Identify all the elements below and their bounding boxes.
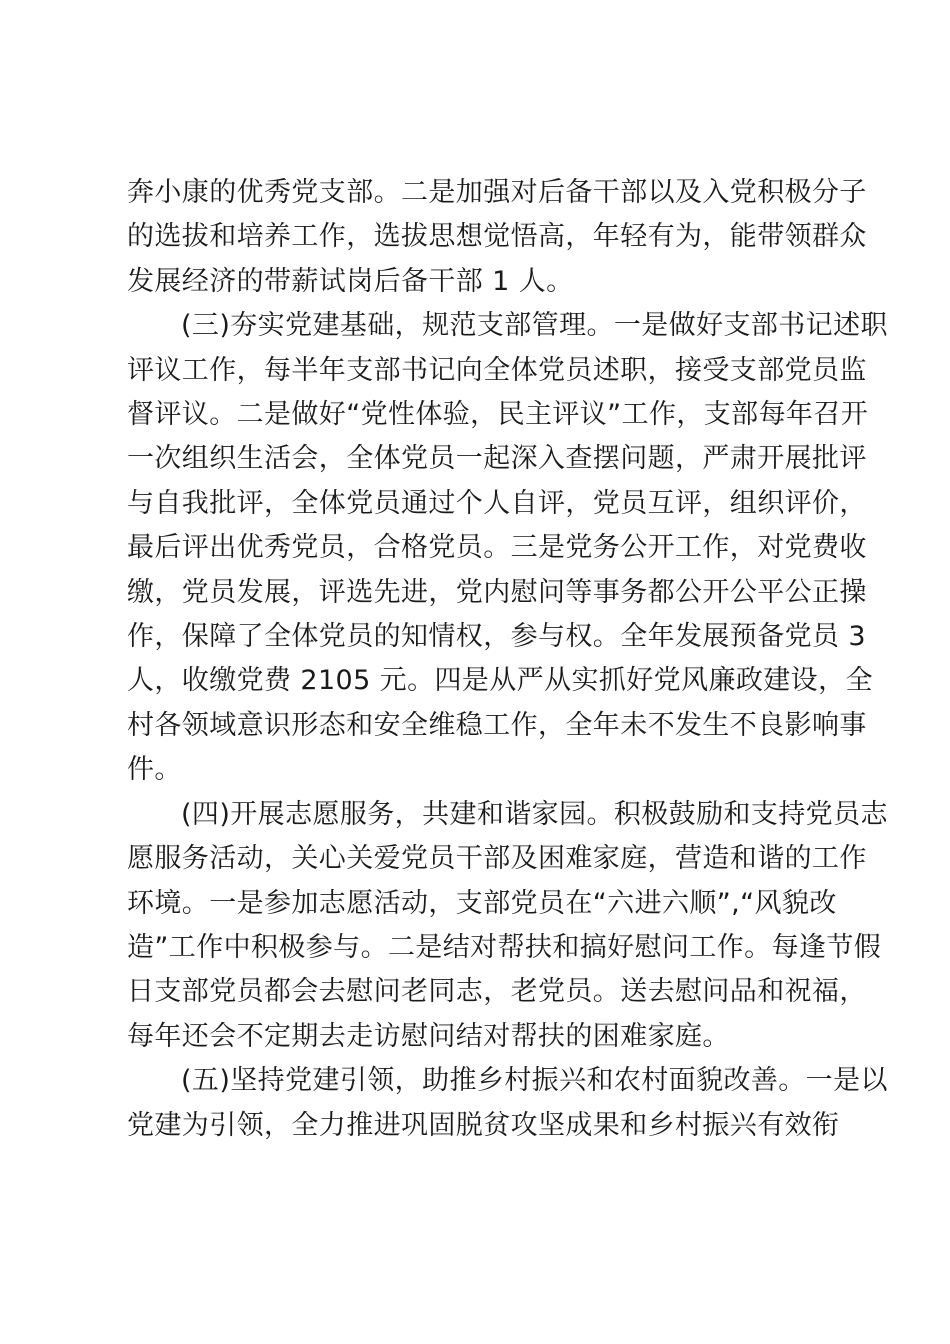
text-line: 件。 xyxy=(127,754,182,786)
paragraph-section-three xyxy=(127,304,888,792)
text-line: 作，保障了全体党员的知情权，参与权。全年发展预备党员 3 xyxy=(127,621,866,653)
text-line: 评议工作，每半年支部书记向全体党员述职，接受支部党员监 xyxy=(127,354,867,386)
paragraph-section-five xyxy=(127,1059,888,1148)
text-line: 最后评出优秀党员，合格党员。三是党务公开工作，对党费收 xyxy=(127,532,867,564)
text-line: 每年还会不定期去走访慰问结对帮扶的困难家庭。 xyxy=(127,1020,730,1052)
text-line: (三)夯实党建基础，规范支部管理。一是做好支部书记述职 xyxy=(181,310,888,342)
text-line: 造”工作中积极参与。二是结对帮扶和搞好慰问工作。每逢节假 xyxy=(127,931,882,963)
text-line: 一次组织生活会，全体党员一起深入查摆问题，严肃开展批评 xyxy=(127,443,867,475)
paragraph-section-four xyxy=(127,793,888,1059)
text-line: 发展经济的带薪试岗后备干部 1 人。 xyxy=(127,265,574,297)
text-line: 缴，党员发展，评选先进，党内慰问等事务都公开公平公正操 xyxy=(127,576,867,608)
text-line: 日支部党员都会去慰问老同志，老党员。送去慰问品和祝福， xyxy=(127,976,867,1008)
text-line: 环境。一是参加志愿活动，支部党员在“六进六顺”,“风貌改 xyxy=(127,887,837,919)
text-line: 愿服务活动，关心关爱党员干部及困难家庭，营造和谐的工作 xyxy=(127,843,867,875)
text-line: 村各领域意识形态和安全维稳工作，全年未不发生不良影响事 xyxy=(127,709,867,741)
text-line: 的选拔和培养工作，选拔思想觉悟高，年轻有为，能带领群众 xyxy=(127,221,867,253)
text-line: 与自我批评，全体党员通过个人自评，党员互评，组织评价， xyxy=(127,487,867,519)
text-line: 党建为引领，全力推进巩固脱贫攻坚成果和乡村振兴有效衔 xyxy=(127,1109,840,1141)
text-line: 奔小康的优秀党支部。二是加强对后备干部以及入党积极分子 xyxy=(127,177,867,208)
text-line: (五)坚持党建引领，助推乡村振兴和农村面貌改善。一是以 xyxy=(181,1065,888,1097)
text-line: 人，收缴党费 2105 元。四是从严从实抓好党风廉政建设，全 xyxy=(127,665,873,697)
document-page xyxy=(127,171,888,1148)
paragraph-continuation xyxy=(127,171,867,304)
text-line: 督评议。二是做好“党性体验，民主评议”工作，支部每年召开 xyxy=(127,399,869,431)
text-line: (四)开展志愿服务，共建和谐家园。积极鼓励和支持党员志 xyxy=(181,798,888,830)
